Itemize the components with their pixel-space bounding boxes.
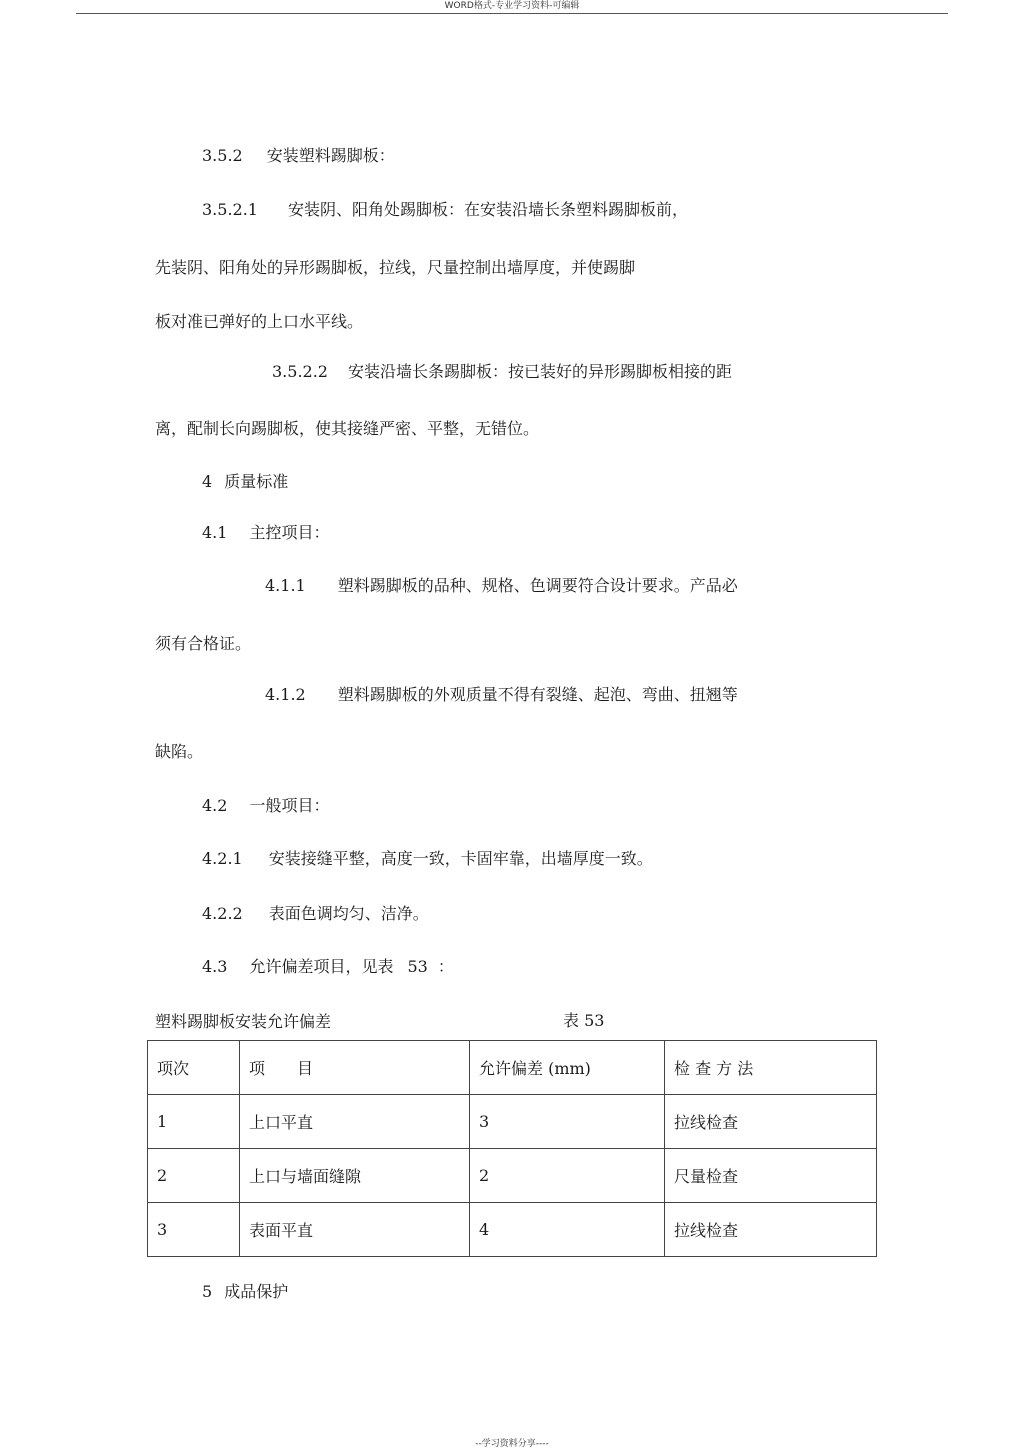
section-title: 一般项目： (249, 796, 330, 815)
paragraph-line: 缺陷。 (155, 742, 204, 761)
section-number: 4.2.2 (202, 904, 243, 923)
section-number: 3.5.2.2 (272, 362, 328, 381)
table-cell: 2 (148, 1149, 240, 1203)
section-number: 4.2.1 (202, 849, 243, 868)
section-number: 4 (202, 472, 213, 491)
paragraph-text: 塑料踢脚板的品种、规格、色调要符合设计要求。产品必 (337, 576, 738, 595)
paragraph-line: 板对准已弹好的上口水平线。 (155, 312, 364, 331)
section-title: 成品保护 (224, 1282, 289, 1301)
section-title: 主控项目： (249, 523, 330, 542)
table-cell: 1 (148, 1095, 240, 1149)
tolerance-table (147, 1040, 877, 1257)
section-4-3 (202, 957, 454, 977)
paragraph-line: 须有合格证。 (155, 634, 252, 653)
section-number: 5 (202, 1282, 213, 1301)
section-number: 4.1.1 (265, 576, 306, 595)
table-cell: 3 (470, 1095, 665, 1149)
section-number: 4.3 (202, 957, 228, 976)
table-row (148, 1095, 877, 1149)
section-title: 安装塑料踢脚板： (266, 146, 395, 165)
table-caption: 塑料踢脚板安装允许偏差 (155, 1012, 332, 1031)
table-cell: 4 (470, 1203, 665, 1257)
section-title: 质量标准 (224, 472, 289, 491)
table-cell: 拉线检查 (665, 1203, 877, 1257)
paragraph-text: 塑料踢脚板的外观质量不得有裂缝、起泡、弯曲、扭翘等 (337, 685, 738, 704)
table-cell: 上口平直 (240, 1095, 470, 1149)
section-number: 4.1 (202, 523, 228, 542)
section-5 (202, 1282, 288, 1302)
table-header-row (148, 1041, 877, 1095)
table-cell: 尺量检查 (665, 1149, 877, 1203)
section-4-2-1 (202, 849, 653, 869)
section-number: 3.5.2 (202, 146, 243, 165)
table-row (148, 1149, 877, 1203)
paragraph-text: 安装接缝平整，高度一致，卡固牢靠，出墙厚度一致。 (268, 849, 653, 868)
page-header: WORD格式-专业学习资料-可编辑 (444, 1, 580, 11)
table-cell: 2 (470, 1149, 665, 1203)
section-number: 4.1.2 (265, 685, 306, 704)
table-cell: 拉线检查 (665, 1095, 877, 1149)
section-4-2 (202, 796, 329, 816)
section-4 (202, 472, 288, 492)
table-row (148, 1203, 877, 1257)
punctuation: ： (437, 957, 454, 976)
table-number: 表 53 (563, 1011, 605, 1030)
section-number: 3.5.2.1 (202, 200, 258, 219)
paragraph-text: 表面色调均匀、洁净。 (268, 904, 429, 923)
header-cell: 项 目 (240, 1041, 470, 1095)
header-cell: 项次 (148, 1041, 240, 1095)
page-footer: --学习资料分享---- (475, 1439, 549, 1449)
paragraph-text: 安装沿墙长条踢脚板：按已装好的异形踢脚板相接的距 (347, 362, 732, 381)
section-4-1 (202, 523, 329, 543)
table-cell: 表面平直 (240, 1203, 470, 1257)
table-reference: 53 (407, 957, 428, 976)
section-4-1-2 (265, 685, 738, 705)
header-cell: 允许偏差 (mm) (470, 1041, 665, 1095)
section-4-2-2 (202, 904, 429, 924)
table-cell: 3 (148, 1203, 240, 1257)
table-cell: 上口与墙面缝隙 (240, 1149, 470, 1203)
paragraph-line: 先装阴、阳角处的异形踢脚板，拉线，尺量控制出墙厚度，并使踢脚 (155, 258, 636, 277)
paragraph-line: 离，配制长向踢脚板，使其接缝严密、平整，无错位。 (155, 419, 540, 438)
section-3-5-2-2 (272, 362, 732, 382)
section-4-1-1 (265, 576, 738, 596)
section-3-5-2-1 (202, 200, 688, 220)
header-cell: 检 查 方 法 (665, 1041, 877, 1095)
section-number: 4.2 (202, 796, 228, 815)
section-3-5-2 (202, 146, 395, 166)
paragraph-text: 允许偏差项目，见表 (249, 957, 394, 976)
paragraph-text: 安装阴、阳角处踢脚板：在安装沿墙长条塑料踢脚板前， (287, 200, 688, 219)
header-rule (76, 13, 948, 14)
